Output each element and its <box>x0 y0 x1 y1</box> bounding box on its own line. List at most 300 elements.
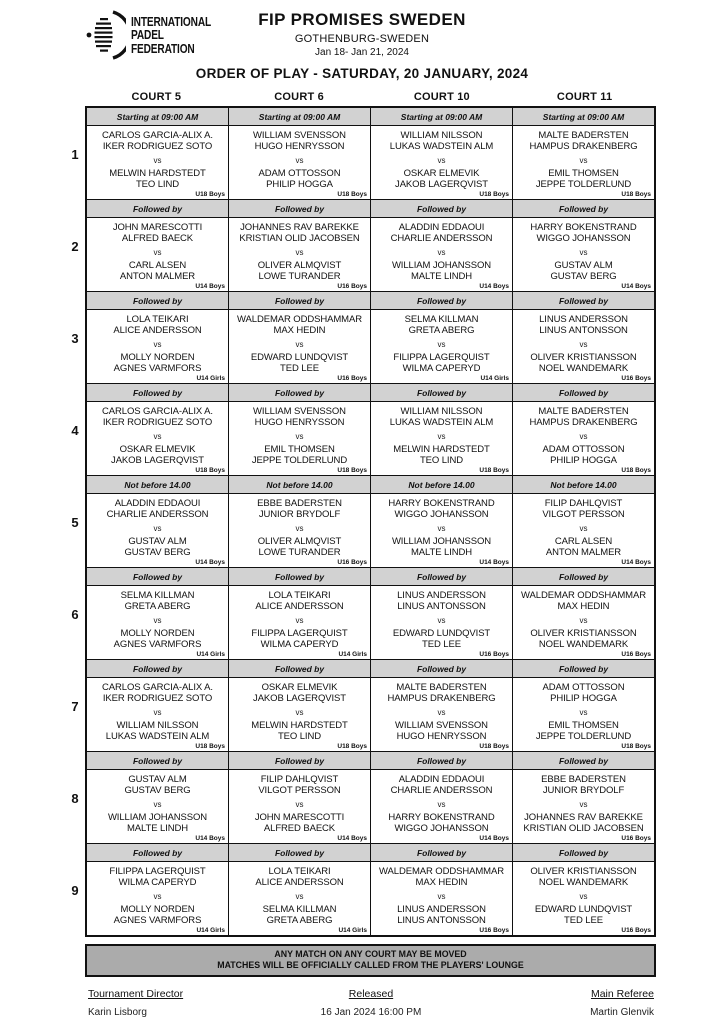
player-name: WIGGO JOHANSSON <box>394 509 489 520</box>
player-name: JUNIOR BRYDOLF <box>258 509 341 520</box>
match-cell <box>229 678 370 751</box>
category-label: U16 Boys <box>621 835 651 842</box>
category-label: U18 Boys <box>621 743 651 750</box>
match-cell <box>87 218 228 291</box>
player-name: EMIL THOMSEN <box>264 443 335 455</box>
slot-header: Starting at 09:00 AM <box>229 108 370 125</box>
player-name: HAMPUS DRAKENBERG <box>387 693 496 704</box>
main-referee-label: Main Referee <box>590 988 654 1000</box>
player-name: ALADDIN EDDAOUI <box>114 497 201 509</box>
player-name: TEO LIND <box>135 179 179 190</box>
player-name: CARLOS GARCIA-ALIX A. <box>102 405 213 417</box>
player-name: LINUS ANDERSSON <box>397 903 486 915</box>
category-label: U16 Boys <box>621 375 651 382</box>
player-name: JAKOB LAGERQVIST <box>253 693 346 704</box>
round-number: 8 <box>71 790 79 806</box>
match-cell <box>87 310 228 383</box>
released-datetime: 16 Jan 2024 16:00 PM <box>320 1007 422 1018</box>
logo-line-2: PADEL <box>131 27 164 43</box>
player-name: WALDEMAR ODDSHAMMAR <box>237 313 362 325</box>
category-label: U14 Boys <box>621 559 651 566</box>
slot-header: Followed by <box>87 568 228 585</box>
player-name: EBBE BADERSTEN <box>541 773 626 785</box>
match-cell <box>87 586 228 659</box>
player-name: CARL ALSEN <box>128 259 187 271</box>
player-name: IKER RODRIGUEZ SOTO <box>102 693 213 704</box>
round-number: 9 <box>71 882 79 898</box>
player-name: KRISTIAN OLID JACOBSEN <box>523 823 644 834</box>
player-name: AGNES VARMFORS <box>113 639 202 650</box>
match-cell <box>513 218 654 291</box>
match-cell <box>371 126 512 199</box>
vs-label: vs <box>153 339 162 349</box>
match-grid <box>85 106 656 937</box>
player-name: MELWIN HARDSTEDT <box>109 167 206 179</box>
player-name: HUGO HENRYSSON <box>254 141 345 152</box>
player-name: GUSTAV ALM <box>128 773 187 785</box>
released-block <box>278 988 465 1018</box>
category-label: U14 Girls <box>196 927 225 934</box>
player-name: NOEL WANDEMARK <box>538 877 629 888</box>
player-name: TED LEE <box>564 915 603 926</box>
match-cell <box>229 218 370 291</box>
slot-header: Followed by <box>513 200 654 217</box>
player-name: EDWARD LUNDQVIST <box>392 627 491 639</box>
player-name: OLIVER KRISTIANSSON <box>530 865 637 877</box>
schedule-table <box>0 106 724 937</box>
vs-label: vs <box>579 523 588 533</box>
match-cell <box>513 402 654 475</box>
vs-label: vs <box>153 523 162 533</box>
player-name: HARRY BOKENSTRAND <box>388 497 495 509</box>
slot-header: Followed by <box>87 200 228 217</box>
player-name: EBBE BADERSTEN <box>257 497 342 509</box>
player-name: HAMPUS DRAKENBERG <box>529 141 638 152</box>
main-referee-block <box>467 988 654 1018</box>
player-name: IKER RODRIGUEZ SOTO <box>102 141 213 152</box>
player-name: SELMA KILLMAN <box>120 589 195 601</box>
match-cell <box>371 310 512 383</box>
player-name: HUGO HENRYSSON <box>396 731 487 742</box>
match-cell <box>87 126 228 199</box>
player-name: MOLLY NORDEN <box>120 627 195 639</box>
player-name: ALICE ANDERSSON <box>255 601 344 612</box>
player-name: LOLA TEIKARI <box>268 589 331 601</box>
slot-header: Followed by <box>87 660 228 677</box>
player-name: ALADDIN EDDAOUI <box>398 773 485 785</box>
player-name: PHILIP HOGGA <box>266 179 333 190</box>
player-name: IKER RODRIGUEZ SOTO <box>102 417 213 428</box>
player-name: MELWIN HARDSTEDT <box>393 443 490 455</box>
player-name: MALTE BADERSTEN <box>538 129 629 141</box>
player-name: AGNES VARMFORS <box>113 915 202 926</box>
vs-label: vs <box>295 799 304 809</box>
player-name: SELMA KILLMAN <box>404 313 479 325</box>
player-name: LOWE TURANDER <box>258 271 341 282</box>
player-name: EMIL THOMSEN <box>548 719 619 731</box>
player-name: JAKOB LAGERQVIST <box>395 179 488 190</box>
round-number: 3 <box>71 330 79 346</box>
player-name: WILLIAM SVENSSON <box>253 405 346 417</box>
vs-label: vs <box>295 707 304 717</box>
player-name: FILIPPA LAGERQUIST <box>251 627 348 639</box>
player-name: HARRY BOKENSTRAND <box>388 811 495 823</box>
court-header-5: COURT 5 <box>131 91 182 103</box>
category-label: U18 Boys <box>479 743 509 750</box>
court-header-6: COURT 6 <box>274 91 324 103</box>
vs-label: vs <box>295 247 304 257</box>
slot-header: Followed by <box>229 660 370 677</box>
player-name: AGNES VARMFORS <box>113 363 202 374</box>
tournament-director-label: Tournament Director <box>88 988 184 1000</box>
player-name: LINUS ANTONSSON <box>397 601 486 612</box>
player-name: LOLA TEIKARI <box>126 313 189 325</box>
player-name: JOHN MARESCOTTI <box>112 221 203 233</box>
slot-header: Followed by <box>513 292 654 309</box>
category-label: U14 Boys <box>479 559 509 566</box>
vs-label: vs <box>579 155 588 165</box>
match-cell <box>371 862 512 935</box>
player-name: WILLIAM JOHANSSON <box>391 535 492 547</box>
slot-header: Not before 14.00 <box>371 476 512 493</box>
round-number: 2 <box>71 238 79 254</box>
slot-header: Followed by <box>371 568 512 585</box>
category-label: U16 Boys <box>479 651 509 658</box>
category-label: U18 Boys <box>621 191 651 198</box>
player-name: CARL ALSEN <box>554 535 613 547</box>
player-name: LINUS ANDERSSON <box>539 313 628 325</box>
player-name: JAKOB LAGERQVIST <box>111 455 204 466</box>
player-name: NOEL WANDEMARK <box>538 363 629 374</box>
player-name: ALADDIN EDDAOUI <box>398 221 485 233</box>
match-cell <box>229 494 370 567</box>
player-name: ALICE ANDERSSON <box>255 877 344 888</box>
player-name: ADAM OTTOSSON <box>258 167 341 179</box>
player-name: LUKAS WADSTEIN ALM <box>389 141 494 152</box>
slot-header: Followed by <box>513 568 654 585</box>
notice-line-1: ANY MATCH ON ANY COURT MAY BE MOVED <box>274 949 467 959</box>
player-name: FILIP DAHLQVIST <box>260 773 339 785</box>
vs-label: vs <box>437 707 446 717</box>
slot-header: Followed by <box>371 752 512 769</box>
slot-header: Followed by <box>229 752 370 769</box>
padel-racket-icon <box>86 10 126 60</box>
vs-label: vs <box>295 339 304 349</box>
slot-header: Followed by <box>229 384 370 401</box>
vs-label: vs <box>295 431 304 441</box>
player-name: OLIVER KRISTIANSSON <box>530 627 637 639</box>
player-name: LUKAS WADSTEIN ALM <box>105 731 210 742</box>
round-number-column <box>65 106 85 937</box>
vs-label: vs <box>579 615 588 625</box>
notice-box <box>85 944 656 977</box>
player-name: OSKAR ELMEVIK <box>119 443 196 455</box>
round-number: 5 <box>71 514 79 530</box>
player-name: PHILIP HOGGA <box>550 455 617 466</box>
player-name: WILLIAM SVENSSON <box>253 129 346 141</box>
match-cell <box>87 862 228 935</box>
slot-header: Followed by <box>371 384 512 401</box>
player-name: TEO LIND <box>419 455 463 466</box>
vs-label: vs <box>153 247 162 257</box>
vs-label: vs <box>579 707 588 717</box>
slot-header: Followed by <box>87 384 228 401</box>
match-cell <box>371 678 512 751</box>
category-label: U16 Boys <box>337 375 367 382</box>
notice-line-2: MATCHES WILL BE OFFICIALLY CALLED FROM THE PLAYERS' LOUNGE <box>217 960 524 970</box>
category-label: U14 Boys <box>195 559 225 566</box>
player-name: OSKAR ELMEVIK <box>403 167 480 179</box>
player-name: MALTE LINDH <box>410 547 472 558</box>
match-cell <box>229 586 370 659</box>
slot-header: Not before 14.00 <box>513 476 654 493</box>
player-name: GUSTAV BERG <box>124 547 191 558</box>
player-name: JOHANNES RAV BAREKKE <box>240 221 359 233</box>
vs-label: vs <box>295 891 304 901</box>
player-name: FILIP DAHLQVIST <box>544 497 623 509</box>
category-label: U14 Girls <box>338 927 367 934</box>
vs-label: vs <box>579 247 588 257</box>
match-cell <box>513 126 654 199</box>
slot-header: Not before 14.00 <box>229 476 370 493</box>
court-header-gutter <box>65 91 85 103</box>
slot-header: Followed by <box>229 200 370 217</box>
player-name: ALICE ANDERSSON <box>113 325 202 336</box>
match-cell <box>371 586 512 659</box>
player-name: WILLIAM JOHANSSON <box>391 259 492 271</box>
player-name: HUGO HENRYSSON <box>254 417 345 428</box>
vs-label: vs <box>437 339 446 349</box>
category-label: U18 Boys <box>195 467 225 474</box>
main-referee-name: Martin Glenvik <box>590 1007 654 1018</box>
ipf-logo-text <box>131 15 211 56</box>
slot-header: Starting at 09:00 AM <box>371 108 512 125</box>
player-name: NOEL WANDEMARK <box>538 639 629 650</box>
player-name: GUSTAV BERG <box>550 271 617 282</box>
slot-header: Followed by <box>371 660 512 677</box>
player-name: KRISTIAN OLID JACOBSEN <box>239 233 360 244</box>
category-label: U16 Boys <box>621 651 651 658</box>
round-number: 7 <box>71 698 79 714</box>
category-label: U14 Boys <box>621 283 651 290</box>
player-name: JEPPE TOLDERLUND <box>535 731 632 742</box>
match-cell <box>229 310 370 383</box>
player-name: GRETA ABERG <box>408 325 475 336</box>
player-name: JEPPE TOLDERLUND <box>535 179 632 190</box>
vs-label: vs <box>437 155 446 165</box>
player-name: WILMA CAPERYD <box>260 639 339 650</box>
court-header-10: COURT 10 <box>413 91 470 103</box>
match-cell <box>513 862 654 935</box>
player-name: MALTE BADERSTEN <box>538 405 629 417</box>
match-cell <box>229 402 370 475</box>
player-name: WILMA CAPERYD <box>402 363 481 374</box>
player-name: HAMPUS DRAKENBERG <box>529 417 638 428</box>
player-name: MALTE LINDH <box>410 271 472 282</box>
player-name: ANTON MALMER <box>119 271 196 282</box>
tournament-director-block <box>88 988 275 1018</box>
vs-label: vs <box>579 339 588 349</box>
match-cell <box>229 770 370 843</box>
vs-label: vs <box>437 247 446 257</box>
category-label: U14 Boys <box>195 283 225 290</box>
tournament-location: GOTHENBURG-SWEDEN <box>294 33 430 45</box>
player-name: MALTE LINDH <box>126 823 188 834</box>
player-name: ADAM OTTOSSON <box>542 681 625 693</box>
category-label: U14 Girls <box>338 651 367 658</box>
match-cell <box>229 862 370 935</box>
player-name: MELWIN HARDSTEDT <box>251 719 348 731</box>
category-label: U18 Boys <box>479 191 509 198</box>
slot-header: Followed by <box>87 844 228 861</box>
player-name: GRETA ABERG <box>124 601 191 612</box>
logo-line-3: FEDERATION <box>131 40 195 56</box>
slot-header: Followed by <box>229 292 370 309</box>
tournament-dates: Jan 18- Jan 21, 2024 <box>315 47 409 58</box>
player-name: CHARLIE ANDERSSON <box>390 233 493 244</box>
vs-label: vs <box>437 799 446 809</box>
round-number: 1 <box>71 146 79 162</box>
slot-header: Followed by <box>513 844 654 861</box>
category-label: U14 Boys <box>195 835 225 842</box>
vs-label: vs <box>579 431 588 441</box>
player-name: MOLLY NORDEN <box>120 351 195 363</box>
vs-label: vs <box>153 799 162 809</box>
signature-row <box>88 988 654 1018</box>
player-name: GUSTAV ALM <box>128 535 187 547</box>
vs-label: vs <box>153 431 162 441</box>
match-cell <box>87 770 228 843</box>
match-cell <box>371 770 512 843</box>
player-name: WILMA CAPERYD <box>118 877 197 888</box>
match-cell <box>371 494 512 567</box>
logo-line-1: INTERNATIONAL <box>131 13 212 29</box>
match-cell <box>513 494 654 567</box>
court-header-11: COURT 11 <box>556 91 613 103</box>
player-name: MAX HEDIN <box>557 601 610 612</box>
round-number: 4 <box>71 422 79 438</box>
player-name: OLIVER KRISTIANSSON <box>530 351 637 363</box>
slot-header: Followed by <box>513 660 654 677</box>
vs-label: vs <box>295 615 304 625</box>
slot-header: Followed by <box>87 752 228 769</box>
player-name: SELMA KILLMAN <box>262 903 337 915</box>
player-name: WALDEMAR ODDSHAMMAR <box>521 589 646 601</box>
player-name: WILLIAM JOHANSSON <box>107 811 208 823</box>
player-name: PHILIP HOGGA <box>550 693 617 704</box>
slot-header: Followed by <box>371 292 512 309</box>
player-name: ALFRED BAECK <box>263 823 336 834</box>
vs-label: vs <box>153 891 162 901</box>
vs-label: vs <box>153 615 162 625</box>
player-name: JUNIOR BRYDOLF <box>542 785 625 796</box>
player-name: OSKAR ELMEVIK <box>261 681 338 693</box>
ipf-logo <box>86 10 234 60</box>
released-label: Released <box>348 988 394 1000</box>
match-cell <box>513 770 654 843</box>
vs-label: vs <box>153 155 162 165</box>
order-of-play-title: ORDER OF PLAY - SATURDAY, 20 JANUARY, 2024 <box>195 66 529 81</box>
player-name: WILLIAM NILSSON <box>400 129 483 141</box>
player-name: LINUS ANDERSSON <box>397 589 486 601</box>
player-name: LUKAS WADSTEIN ALM <box>389 417 494 428</box>
match-cell <box>371 402 512 475</box>
category-label: U14 Girls <box>196 375 225 382</box>
player-name: OLIVER ALMQVIST <box>257 535 342 547</box>
player-name: OLIVER ALMQVIST <box>257 259 342 271</box>
category-label: U18 Boys <box>195 743 225 750</box>
player-name: MAX HEDIN <box>415 877 468 888</box>
category-label: U14 Boys <box>479 283 509 290</box>
player-name: LINUS ANTONSSON <box>397 915 486 926</box>
category-label: U18 Boys <box>337 467 367 474</box>
player-name: JEPPE TOLDERLUND <box>251 455 348 466</box>
player-name: CARLOS GARCIA-ALIX A. <box>102 681 213 693</box>
player-name: CARLOS GARCIA-ALIX A. <box>102 129 213 141</box>
slot-header: Followed by <box>371 200 512 217</box>
match-cell <box>513 586 654 659</box>
slot-header: Followed by <box>371 844 512 861</box>
slot-header: Followed by <box>513 752 654 769</box>
player-name: ANTON MALMER <box>545 547 622 558</box>
player-name: WILLIAM NILSSON <box>400 405 483 417</box>
slot-header: Followed by <box>229 844 370 861</box>
player-name: ALFRED BAECK <box>121 233 194 244</box>
category-label: U18 Boys <box>337 191 367 198</box>
court-header-row <box>0 81 724 106</box>
category-label: U14 Boys <box>479 835 509 842</box>
player-name: WIGGO JOHANSSON <box>536 233 631 244</box>
tournament-title: FIP PROMISES SWEDEN <box>258 10 466 29</box>
player-name: WILLIAM NILSSON <box>116 719 199 731</box>
player-name: WILLIAM SVENSSON <box>395 719 488 731</box>
slot-header: Followed by <box>229 568 370 585</box>
document-header <box>0 0 724 81</box>
player-name: EDWARD LUNDQVIST <box>534 903 633 915</box>
match-cell <box>87 678 228 751</box>
vs-label: vs <box>295 155 304 165</box>
category-label: U18 Boys <box>195 191 225 198</box>
court-headers <box>85 91 656 103</box>
category-label: U14 Girls <box>480 375 509 382</box>
player-name: LOWE TURANDER <box>258 547 341 558</box>
player-name: LINUS ANTONSSON <box>539 325 628 336</box>
category-label: U18 Boys <box>621 467 651 474</box>
category-label: U18 Boys <box>479 467 509 474</box>
player-name: GRETA ABERG <box>266 915 333 926</box>
category-label: U18 Boys <box>337 743 367 750</box>
category-label: U16 Boys <box>621 927 651 934</box>
player-name: WALDEMAR ODDSHAMMAR <box>379 865 504 877</box>
player-name: GUSTAV ALM <box>554 259 613 271</box>
category-label: U16 Boys <box>337 559 367 566</box>
match-cell <box>513 678 654 751</box>
player-name: GUSTAV BERG <box>124 785 191 796</box>
tournament-director-name: Karin Lisborg <box>88 1007 147 1018</box>
vs-label: vs <box>437 431 446 441</box>
player-name: MALTE BADERSTEN <box>396 681 487 693</box>
vs-label: vs <box>437 891 446 901</box>
match-cell <box>229 126 370 199</box>
player-name: EDWARD LUNDQVIST <box>250 351 349 363</box>
match-cell <box>87 402 228 475</box>
match-cell <box>87 494 228 567</box>
slot-header: Starting at 09:00 AM <box>513 108 654 125</box>
vs-label: vs <box>295 523 304 533</box>
player-name: JOHN MARESCOTTI <box>254 811 345 823</box>
vs-label: vs <box>437 615 446 625</box>
player-name: MAX HEDIN <box>273 325 326 336</box>
